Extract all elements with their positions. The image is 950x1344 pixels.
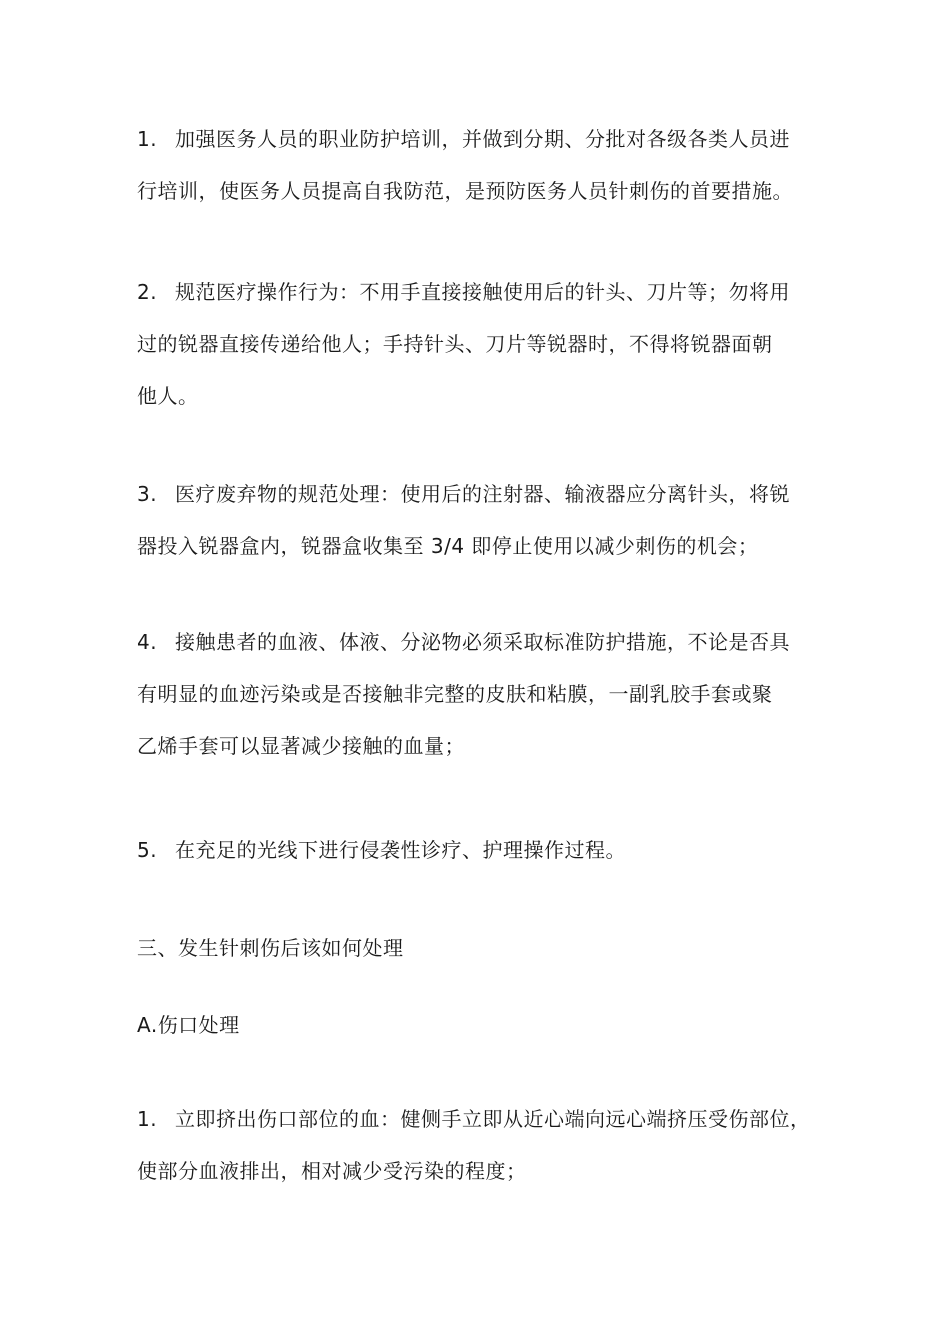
list-item-5-line-1: 5. 在充足的光线下进行侵袭性诊疗、护理操作过程。 — [137, 824, 827, 876]
list-item-2 — [137, 266, 827, 422]
list-item-number: 5. — [137, 838, 158, 862]
list-item-2-line-3: 他人。 — [137, 384, 199, 408]
wound-item-1-line-2: 使部分血液排出，相对减少受污染的程度； — [137, 1159, 527, 1183]
list-item-number: 3. — [137, 482, 158, 506]
list-item-2-line-1: 2. 规范医疗操作行为：不用手直接接触使用后的针头、刀片等；勿将用 — [137, 266, 827, 318]
list-item-number: 4. — [137, 630, 158, 654]
list-item-number: 1. — [137, 127, 158, 151]
list-item-3-line-1: 3. 医疗废弃物的规范处理：使用后的注射器、输液器应分离针头，将锐 — [137, 468, 827, 520]
wound-item-1-line-1: 1. 立即挤出伤口部位的血：健侧手立即从近心端向远心端挤压受伤部位， — [137, 1093, 827, 1145]
section-heading: 三、发生针刺伤后该如何处理 — [137, 936, 404, 960]
list-item-4-line-1: 4. 接触患者的血液、体液、分泌物必须采取标准防护措施，不论是否具 — [137, 616, 827, 668]
list-item-3-line-2: 器投入锐器盒内，锐器盒收集至 3/4 即停止使用以减少刺伤的机会； — [137, 534, 759, 558]
list-item-1 — [137, 113, 827, 217]
list-item-4 — [137, 616, 827, 772]
list-item-number: 2. — [137, 280, 158, 304]
list-item-1-line-1: 1. 加强医务人员的职业防护培训，并做到分期、分批对各级各类人员进 — [137, 113, 827, 165]
list-item-4-line-3: 乙烯手套可以显著减少接触的血量； — [137, 734, 465, 758]
list-item-number: 1. — [137, 1107, 158, 1131]
list-item-4-line-2: 有明显的血迹污染或是否接触非完整的皮肤和粘膜，一副乳胶手套或聚 — [137, 682, 773, 706]
list-item-2-line-2: 过的锐器直接传递给他人；手持针头、刀片等锐器时，不得将锐器面朝 — [137, 332, 773, 356]
list-item-3 — [137, 468, 827, 572]
list-item-1-line-2: 行培训，使医务人员提高自我防范，是预防医务人员针刺伤的首要措施。 — [137, 179, 793, 203]
wound-item-1 — [137, 1093, 827, 1197]
subsection-heading: A.伤口处理 — [137, 1013, 240, 1037]
list-item-5 — [137, 824, 827, 876]
